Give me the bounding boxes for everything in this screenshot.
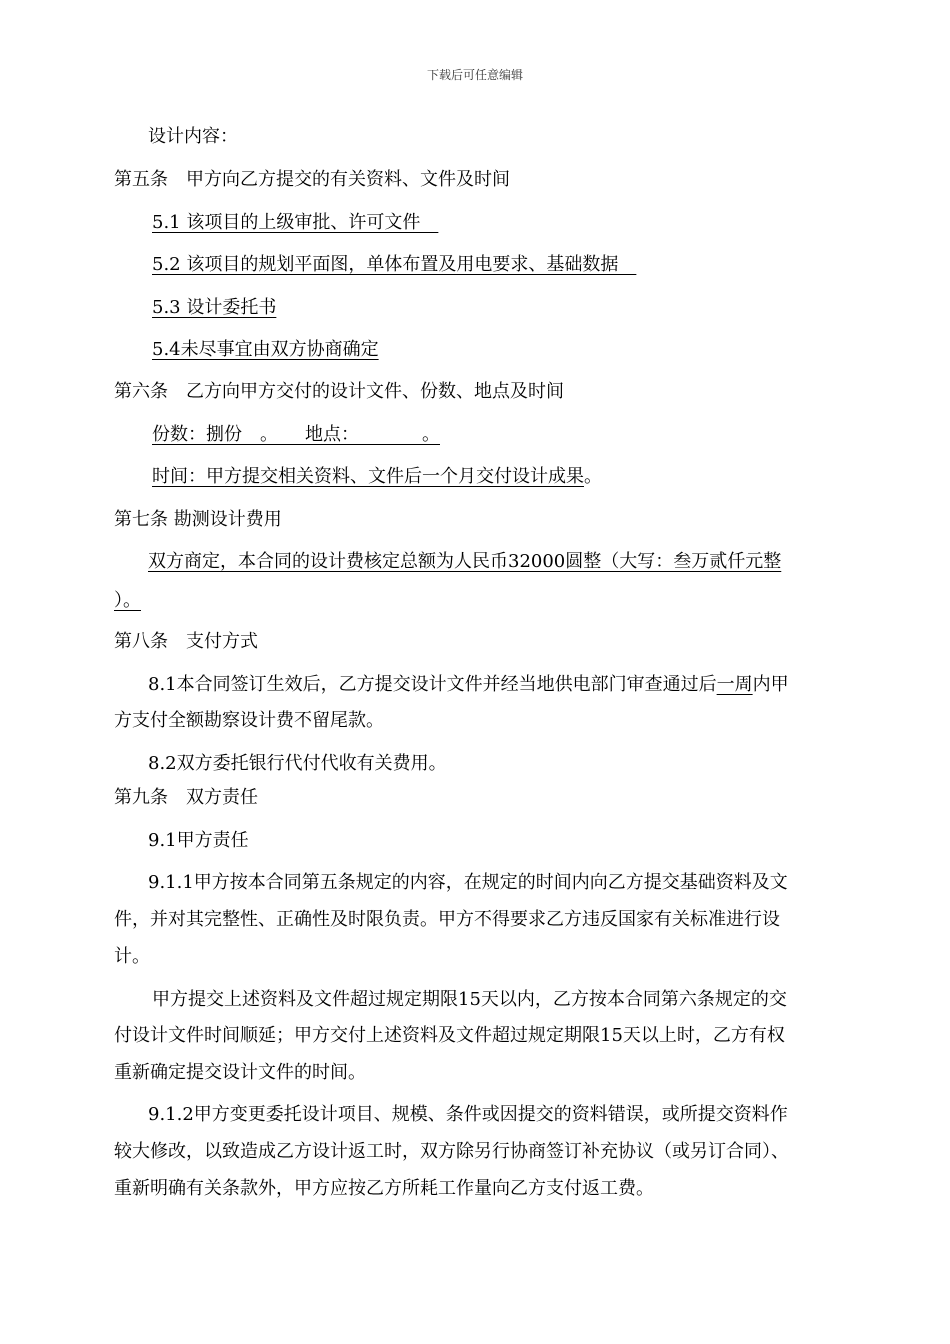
article-8-1-part-b: 内甲 [752,674,789,695]
article-7-line-2: ）。 [114,590,141,611]
article-8-1-underlined: 一周 [716,674,753,695]
paragraph-line-2: 付设计文件时间顺延；甲方交付上述资料及文件超过规定期限15天以上时，乙方有权 [114,1025,785,1046]
article-9-1-2-line-3: 重新明确有关条款外，甲方应按乙方所耗工作量向乙方支付返工费。 [114,1178,654,1199]
paragraph-line-1: 甲方提交上述资料及文件超过规定期限15天以内，乙方按本合同第六条规定的交 [152,989,787,1010]
article-6-time-underlined: 时间：甲方提交相关资料、文件后一个月交付设计成果 [152,466,584,487]
article-9-1: 9.1甲方责任 [148,830,249,851]
article-7-title: 第七条 勘测设计费用 [114,509,282,530]
article-5-1: 5.1 该项目的上级审批、许可文件 [152,212,439,233]
article-5-3: 5.3 设计委托书 [152,297,277,318]
article-8-title: 第八条 支付方式 [114,631,258,652]
article-8-1-line-2: 方支付全额勘察设计费不留尾款。 [114,710,384,731]
article-9-1-1-line-1: 9.1.1甲方按本合同第五条规定的内容，在规定的时间内向乙方提交基础资料及文 [148,872,788,893]
design-content-label: 设计内容： [148,126,238,147]
article-5-2: 5.2 该项目的规划平面图，单体布置及用电要求、基础数据 [152,254,637,275]
paragraph-line-3: 重新确定提交设计文件的时间。 [114,1062,366,1083]
article-6-copies: 份数：捌份 。 地点： 。 [152,424,440,445]
article-9-1-2-line-1: 9.1.2甲方变更委托设计项目、规模、条件或因提交的资料错误，或所提交资料作 [148,1104,788,1125]
page-header: 下载后可任意编辑 [426,68,523,82]
article-9-title: 第九条 双方责任 [114,787,258,808]
article-7-line-1: 双方商定，本合同的设计费核定总额为人民币32000圆整（大写：叁万贰仟元整 [148,551,782,572]
article-9-1-2-line-2: 较大修改，以致造成乙方设计返工时，双方除另行协商签订补充协议（或另订合同）、 [114,1141,789,1162]
article-9-1-1-line-2: 件，并对其完整性、正确性及时限负责。甲方不得要求乙方违反国家有关标准进行设 [114,909,780,930]
article-8-1-part-a: 8.1本合同签订生效后，乙方提交设计文件并经当地供电部门审查通过后 [148,674,717,695]
article-5-4: 5.4未尽事宜由双方协商确定 [152,339,379,360]
article-6-time-end: 。 [584,466,602,487]
article-5-title: 第五条 甲方向乙方提交的有关资料、文件及时间 [114,169,510,190]
article-8-2: 8.2双方委托银行代付代收有关费用。 [148,753,447,774]
article-9-1-1-line-3: 计。 [114,946,150,967]
article-6-time [152,465,602,489]
article-6-title: 第六条 乙方向甲方交付的设计文件、份数、地点及时间 [114,381,564,402]
article-8-1-line-1 [148,673,789,697]
